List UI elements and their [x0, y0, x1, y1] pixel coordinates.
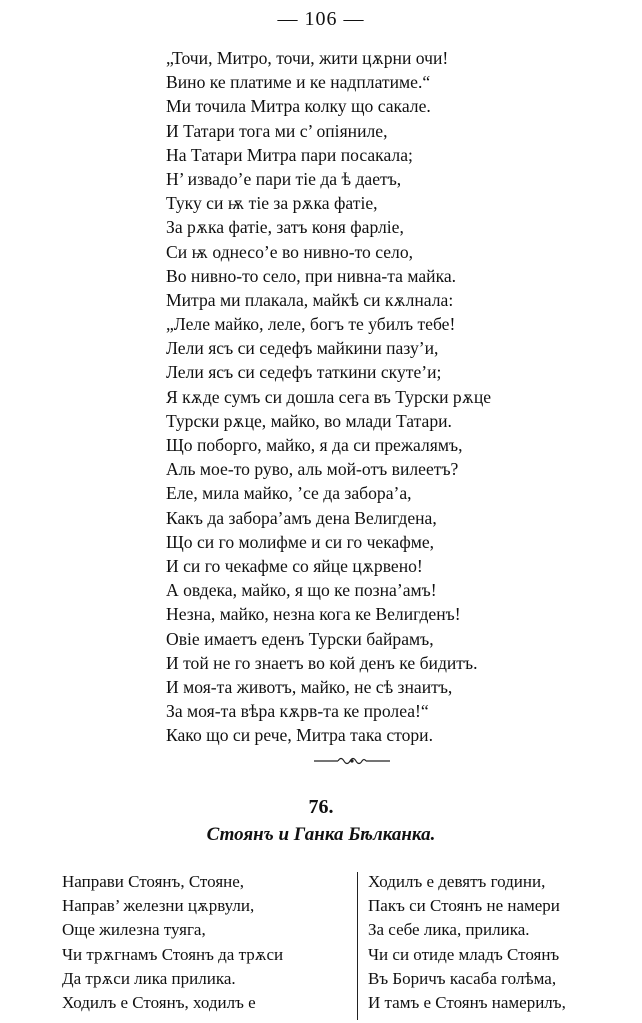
text-line: Що поборго, майко, я да си прежалямъ, — [166, 435, 463, 455]
text-line: Туку си ѭ тіе за рѫка фатіе, — [166, 193, 378, 214]
column-divider — [357, 872, 358, 1020]
text-line: Турски рѫце, майко, во млади Татари. — [166, 410, 452, 431]
text-line: На Татари Митра пари посакала; — [166, 144, 413, 165]
page-number: — 106 — — [277, 8, 365, 30]
text-line: Направи Стоянъ, Стояне, — [62, 872, 245, 891]
text-line: Я кѫде сумъ си дошла сега въ Турски рѫце — [166, 386, 492, 407]
text-line: И си го чекафме со яйце цѫрвено! — [166, 555, 423, 576]
text-line: Въ Боричъ касаба голѣма, — [368, 968, 557, 988]
text-line: За рѫка фатіе, затъ коня фарліе, — [166, 217, 404, 238]
text-line: Како що си рече, Митра така стори. — [166, 725, 433, 746]
song-column-left — [62, 870, 283, 1015]
song-column-right — [368, 870, 566, 1015]
text-line: И тамъ е Стоянъ намерилъ, — [368, 992, 566, 1012]
song-number: 76. — [308, 796, 334, 818]
text-line: Пакъ си Стоянъ не намери — [368, 896, 560, 916]
text-line: Митра ми плакала, майкѣ си кѫлнала: — [166, 289, 454, 310]
text-line: Направ’ железни цѫрвули, — [62, 896, 255, 916]
text-line: Да трѫси лика прилика. — [62, 968, 236, 988]
text-line: Още жилезна туяга, — [62, 920, 206, 940]
text-line: „Леле майко, леле, богъ те убилъ тебе! — [166, 314, 456, 335]
text-line: Чи си отиде младъ Стоянъ — [368, 944, 560, 964]
text-line: Овіе имаетъ еденъ Турски байрамъ, — [166, 628, 434, 649]
text-line: Ми точила Митра колку що сакале. — [166, 96, 431, 117]
text-line: Лели ясъ си седефъ таткини скуте’и; — [166, 362, 442, 383]
text-line: Н’ извадо’е пари тіе да ѣ даетъ, — [166, 168, 402, 189]
text-line: Аль мое-то руво, аль мой-отъ вилеетъ? — [166, 459, 459, 480]
text-line: За моя-та вѣра кѫрв-та ке пролеа!“ — [166, 701, 429, 722]
text-line: И той не го знаетъ во кой денъ ке бидитъ. — [166, 652, 478, 673]
text-line: Какъ да забора’амъ дена Велигдена, — [166, 507, 437, 528]
song-title: Стоянъ и Ганка Бѣлканка. — [206, 824, 436, 845]
text-line: Лели ясъ си седефъ майкини пазу’и, — [166, 338, 439, 359]
text-line: Незна, майко, незна кога ке Велигденъ! — [166, 604, 461, 625]
text-line: И Татари тога ми с’ опіяниле, — [166, 120, 388, 141]
text-line: И моя-та животъ, майко, не сѣ знаитъ, — [166, 676, 453, 697]
text-line: Вино ке платиме и ке надплатиме.“ — [166, 72, 431, 93]
text-line: А овдека, майко, я що ке позна’амъ! — [166, 580, 437, 601]
text-line: Ходилъ е девятъ години, — [368, 872, 546, 891]
text-line: За себе лика, прилика. — [368, 920, 530, 940]
text-line: „Точи, Митро, точи, жити цѫрни очи! — [166, 48, 449, 68]
text-line: Си ѭ однесо’е во нивно-то село, — [166, 241, 414, 262]
text-line: Ходилъ е Стоянъ, ходилъ е — [62, 992, 256, 1012]
section-ornament — [312, 754, 392, 768]
text-line: Що си го молифме и си го чекафме, — [166, 531, 435, 552]
text-line: Чи трѫгнамъ Стоянъ да трѫси — [62, 944, 284, 964]
text-line: Еле, мила майко, ’се да забора’а, — [166, 483, 412, 504]
text-line: Во нивно-то село, при нивна-та майка. — [166, 265, 457, 286]
poem-text — [166, 46, 491, 747]
